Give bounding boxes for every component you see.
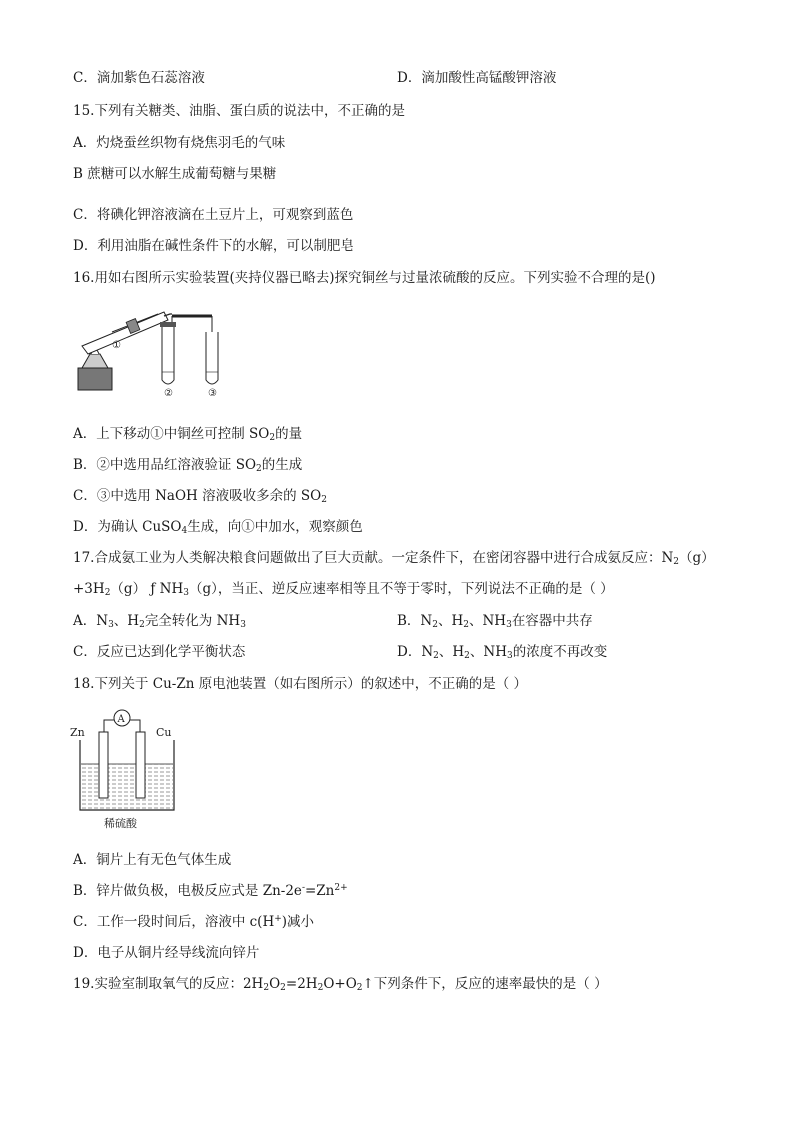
q19-stem: 19.实验室制取氧气的反应：$2H_2O_2=2H_2O+O_2↑$下列条件下，反应的速率最快的是（ ） [73,976,608,993]
q18-stem: 18.下列关于 Cu-Zn 原电池装置（如右图所示）的叙述中，不正确的是（ ） [73,676,528,692]
q16-apparatus-figure [72,296,242,396]
q16-stem: 16.用如右图所示实验装置(夹持仪器已略去)探究铜丝与过量浓硫酸的反应。下列实验不合理的是() [73,270,656,286]
cu-electrode [136,732,145,798]
q15-option-a: A．灼烧蚕丝织物有烧焦羽毛的气味 [73,135,286,151]
tube-3 [206,332,218,384]
q16-option-c: C．③中选用 NaOH 溶液吸收多余的 $SO_2$ [73,488,327,505]
q17-option-a: A．$N_3$、$H_2$完全转化为 $NH_3$ [73,613,246,630]
q18-galvanic-cell-figure [70,706,190,832]
q17-stem-line2: $+3H_2(g)$ ƒ $NH_3(g)$，当正、逆反应速率相等且不等于零时，下列说法不正确的是（ ） [73,581,614,598]
q18-option-b: B．锌片做负极，电极反应式是 $Zn-2e^-=Zn^{2+}$ [73,883,348,899]
q15-option-c: C．将碘化钾溶液滴在土豆片上，可观察到蓝色 [73,207,354,223]
stopper-2 [160,322,176,327]
q14-option-c: C．滴加紫色石蕊溶液 [73,70,205,86]
ammeter-label: A [117,714,125,725]
burner-base [78,368,112,390]
cu-label: Cu [156,726,172,739]
dilute-acid [81,764,173,809]
q18-option-c: C．工作一段时间后，溶液中 c(H+)减小 [73,914,315,930]
q17-option-b: B．$N_2$、$H_2$、$NH_3$在容器中共存 [397,613,593,630]
tube-1 [82,312,168,354]
label-3: ③ [208,388,217,396]
q15-option-d: D．利用油脂在碱性条件下的水解，可以制肥皂 [73,238,354,254]
q18-option-d: D．电子从铜片经导线流向锌片 [73,945,260,961]
q15-option-b: B 蔗糖可以水解生成葡萄糖与果糖 [73,166,277,182]
q16-option-d: D．为确认 CuSO$_4$生成，向①中加水，观察颜色 [73,519,363,536]
label-2: ② [164,388,173,396]
q15-stem: 15.下列有关糖类、油脂、蛋白质的说法中，不正确的是 [73,103,405,119]
burner-lamp [82,354,108,368]
zn-electrode [99,732,108,798]
q17-option-d: D．$N_2$、$H_2$、$NH_3$的浓度不再改变 [397,644,608,661]
tube-2 [162,326,174,384]
q14-option-d: D．滴加酸性高锰酸钾溶液 [397,70,557,86]
q17-stem-line1: 17.合成氨工业为人类解决粮食问题做出了巨大贡献。一定条件下，在密闭容器中进行合成氨反应：$N_2(g)$ [73,550,715,567]
q18-option-a: A．铜片上有无色气体生成 [73,852,232,868]
label-1: ① [112,340,121,351]
q16-option-b: B．②中选用品红溶液验证 $SO_2$的生成 [73,457,303,474]
q16-option-a: A．上下移动①中铜丝可控制 $SO_2$的量 [73,426,303,443]
q17-option-c: C．反应已达到化学平衡状态 [73,644,246,660]
zn-label: Zn [70,726,85,739]
acid-label: 稀硫酸 [104,817,137,830]
